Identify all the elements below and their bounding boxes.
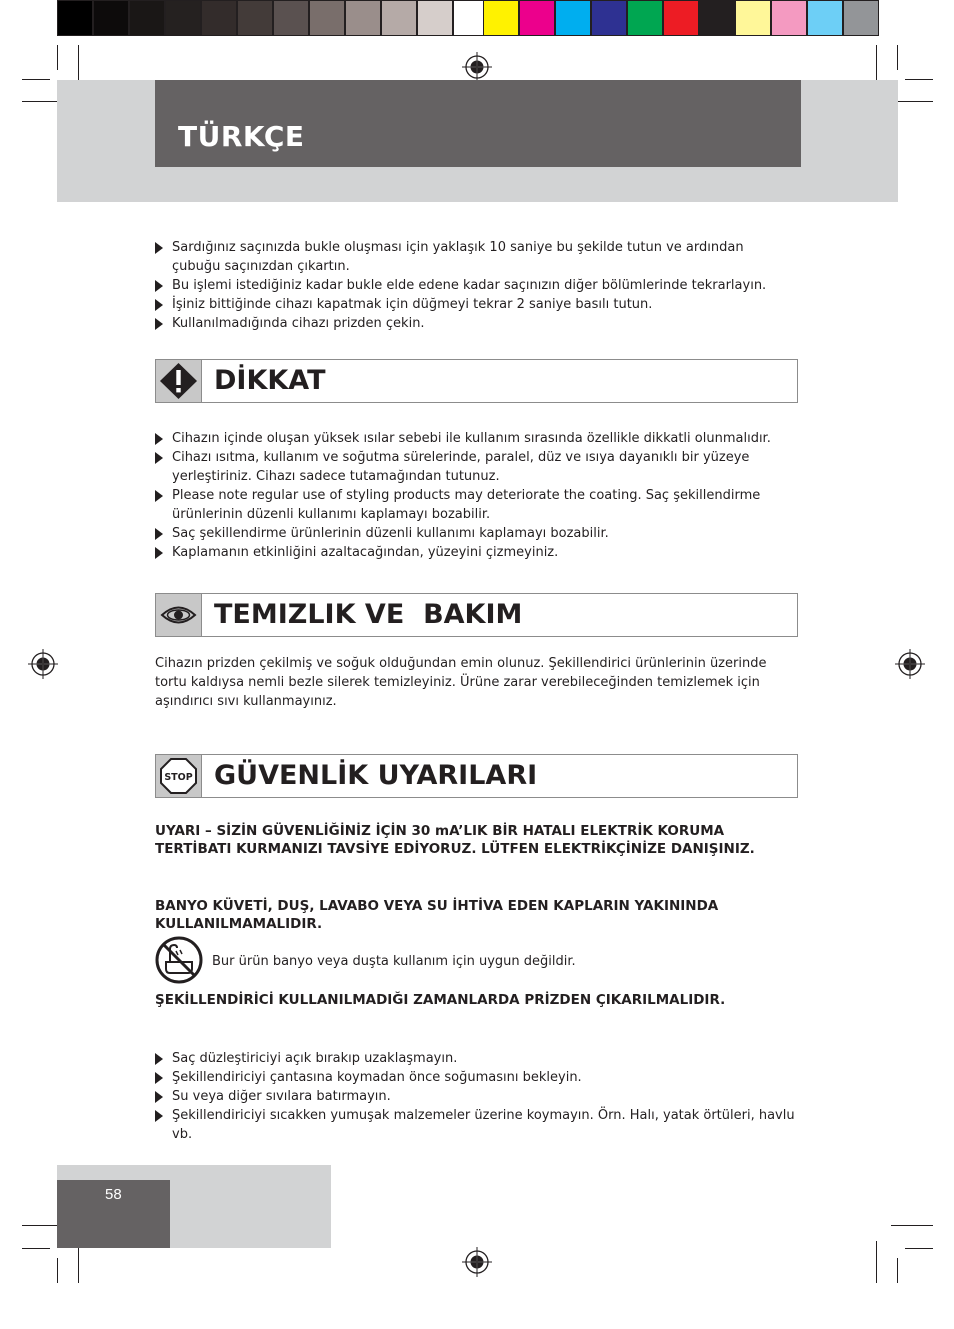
crop-mark bbox=[57, 1258, 58, 1283]
stop-icon bbox=[156, 755, 201, 797]
list-item: Kaplamanın etkinliğini azaltacağından, yüzeyini çizmeyiniz. bbox=[155, 543, 795, 562]
list-item: Şekillendiriciyi sıcakken yumuşak malzemeler üzerine koymayın. Örn. Halı, yatak örtüleri, havlu vb. bbox=[155, 1106, 795, 1144]
svg-text:STOP: STOP bbox=[164, 772, 193, 783]
bullet-arrow-icon bbox=[155, 1110, 163, 1122]
bullet-arrow-icon bbox=[155, 547, 163, 559]
crop-mark bbox=[897, 1258, 898, 1283]
color-swatch bbox=[309, 0, 345, 36]
list-item: İşiniz bittiğinde cihazı kapatmak için düğmeyi tekrar 2 saniye basılı tutun. bbox=[155, 295, 795, 314]
bullet-arrow-icon bbox=[155, 433, 163, 445]
bullet-arrow-icon bbox=[155, 299, 163, 311]
crop-mark bbox=[22, 79, 50, 80]
list-item: Şekillendiriciyi çantasına koymadan önce soğumasını bekleyin. bbox=[155, 1068, 795, 1087]
color-swatch bbox=[57, 0, 93, 36]
registration-mark-icon bbox=[462, 1247, 492, 1277]
bullet-arrow-icon bbox=[155, 452, 163, 464]
list-item: Bu işlemi istediğiniz kadar bukle elde edene kadar saçınızın diğer bölümlerinde tekrarlayın. bbox=[155, 276, 795, 295]
bullet-arrow-icon bbox=[155, 280, 163, 292]
crop-mark bbox=[905, 79, 933, 80]
bullet-arrow-icon bbox=[155, 318, 163, 330]
registration-mark-icon bbox=[28, 649, 58, 679]
color-swatch bbox=[735, 0, 771, 36]
process-color-bar bbox=[483, 0, 879, 38]
safety-list bbox=[155, 1049, 795, 1144]
eye-icon bbox=[156, 594, 201, 636]
list-item: Cihazı ısıtma, kullanım ve soğutma sürelerinde, paralel, düz ve ısıya dayanıklı bir yüzeye yerleştiriniz. Cihazı sadece tutamağından tutunuz. bbox=[155, 448, 795, 486]
bullet-arrow-icon bbox=[155, 490, 163, 502]
color-swatch bbox=[129, 0, 165, 36]
list-item: Kullanılmadığında cihazı prizden çekin. bbox=[155, 314, 795, 333]
crop-mark bbox=[905, 1248, 933, 1249]
color-swatch bbox=[699, 0, 735, 36]
dikkat-list bbox=[155, 429, 795, 562]
list-item: Sardığınız saçınızda bukle oluşması için yaklaşık 10 saniye bu şekilde tutun ve ardından çubuğu saçınızdan çıkartın. bbox=[155, 238, 795, 276]
section-title: TEMIZLIK VE BAKIM bbox=[214, 599, 523, 630]
bullet-arrow-icon bbox=[155, 242, 163, 254]
registration-mark-icon bbox=[462, 52, 492, 82]
warning-water: BANYO KÜVETİ, DUŞ, LAVABO VEYA SU İHTİVA EDEN KAPLARIN YAKININDA KULLANILMAMALIDIR. bbox=[155, 898, 719, 932]
page-title: TÜRKÇE bbox=[178, 120, 305, 153]
color-swatch bbox=[237, 0, 273, 36]
color-swatch bbox=[93, 0, 129, 36]
page-number: 58 bbox=[105, 1186, 122, 1203]
registration-mark-icon bbox=[895, 649, 925, 679]
section-header-guvenlik bbox=[155, 754, 798, 798]
color-swatch bbox=[381, 0, 417, 36]
color-swatch bbox=[273, 0, 309, 36]
list-item: Saç düzleştiriciyi açık bırakıp uzaklaşmayın. bbox=[155, 1049, 795, 1068]
crop-mark bbox=[22, 1248, 50, 1249]
crop-mark bbox=[57, 45, 58, 70]
crop-mark bbox=[897, 45, 898, 70]
bath-note: Bur ürün banyo veya duşta kullanım için uygun değildir. bbox=[212, 954, 576, 969]
color-swatch bbox=[201, 0, 237, 36]
warning-rcd: UYARI – SİZİN GÜVENLİĞİNİZ İÇİN 30 mA’LIK BİR HATALI ELEKTRİK KORUMA TERTİBATI KURMANIZI TAVSİYE EDİYORUZ. LÜTFEN ELEKTRİKÇİNİZE DANIŞINIZ. bbox=[155, 823, 755, 857]
color-swatch bbox=[663, 0, 699, 36]
color-swatch bbox=[843, 0, 879, 36]
warning-unplug: ŞEKİLLENDİRİCİ KULLANILMADIĞI ZAMANLARDA PRİZDEN ÇIKARILMALIDIR. bbox=[155, 992, 726, 1008]
intro-list bbox=[155, 238, 795, 333]
color-swatch bbox=[771, 0, 807, 36]
page-number-box bbox=[57, 1180, 170, 1248]
bullet-arrow-icon bbox=[155, 1053, 163, 1065]
color-swatch bbox=[165, 0, 201, 36]
no-bath-icon bbox=[154, 935, 204, 985]
list-item: Saç şekillendirme ürünlerinin düzenli kullanımı kaplamayı bozabilir. bbox=[155, 524, 795, 543]
color-swatch bbox=[555, 0, 591, 36]
color-swatch bbox=[417, 0, 453, 36]
color-swatch bbox=[807, 0, 843, 36]
crop-mark bbox=[876, 1241, 877, 1283]
warning-icon bbox=[156, 360, 201, 402]
bullet-arrow-icon bbox=[155, 1072, 163, 1084]
color-swatch bbox=[591, 0, 627, 36]
cleaning-paragraph: Cihazın prizden çekilmiş ve soğuk olduğundan emin olunuz. Şekillendirici ürünlerinin üzerinde tortu kaldıysa nemli bezle silerek temizleyiniz. Ürüne zarar verebileceğinden temizlemek için aşındırıcı sıvı kullanmayınız. bbox=[155, 656, 767, 709]
crop-mark bbox=[891, 1225, 933, 1226]
bullet-arrow-icon bbox=[155, 528, 163, 540]
color-swatch bbox=[519, 0, 555, 36]
section-header-dikkat bbox=[155, 359, 798, 403]
color-swatch bbox=[483, 0, 519, 36]
section-title: DİKKAT bbox=[214, 365, 326, 396]
color-swatch bbox=[627, 0, 663, 36]
bullet-arrow-icon bbox=[155, 1091, 163, 1103]
section-header-temizlik bbox=[155, 593, 798, 637]
section-title: GÜVENLİK UYARILARI bbox=[214, 760, 538, 791]
grayscale-color-bar bbox=[57, 0, 489, 38]
color-swatch bbox=[345, 0, 381, 36]
list-item: Please note regular use of styling products may deteriorate the coating. Saç şekillendirme ürünlerinin düzenli kullanımı kaplamayı bozabilir. bbox=[155, 486, 795, 524]
list-item: Su veya diğer sıvılara batırmayın. bbox=[155, 1087, 795, 1106]
list-item: Cihazın içinde oluşan yüksek ısılar sebebi ile kullanım sırasında özellikle dikkatli olunmalıdır. bbox=[155, 429, 795, 448]
